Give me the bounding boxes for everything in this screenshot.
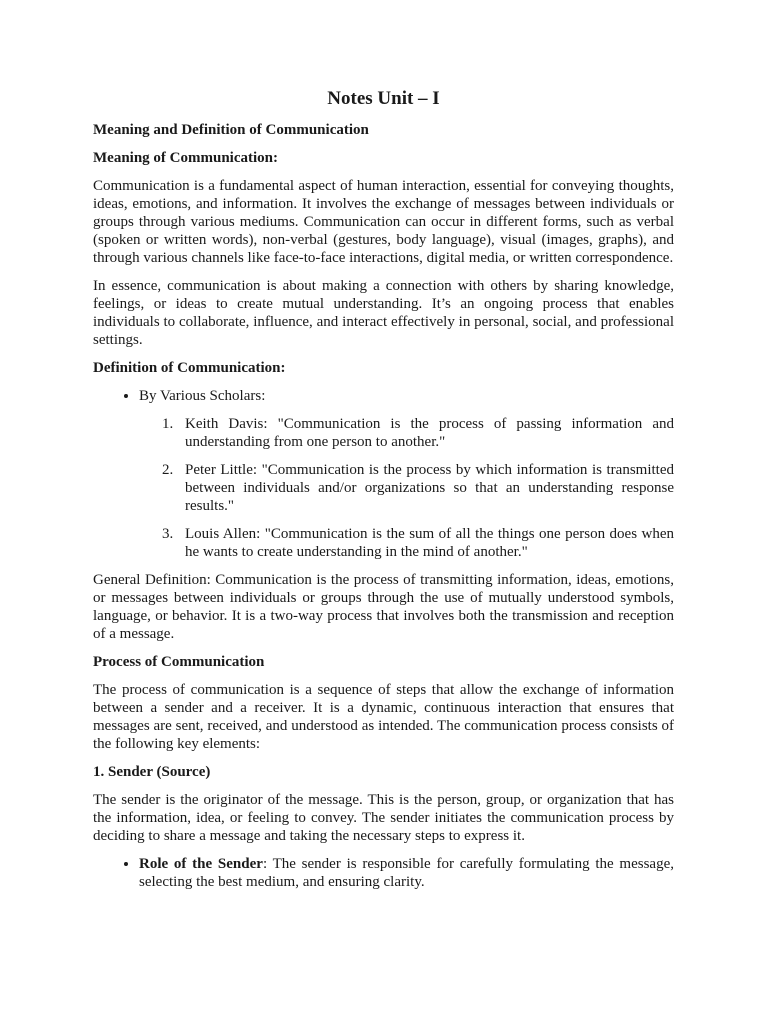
definition-heading: Definition of Communication: [93,360,286,376]
scholar-definition: Keith Davis: "Communication is the process of passing information and understanding from one person to another." [185,416,674,450]
list-number: 3. [162,526,174,542]
section-heading-meaning-definition: Meaning and Definition of Communication [93,122,369,138]
sender-heading: 1. Sender (Source) [93,764,211,780]
process-paragraph: The process of communication is a sequence of steps that allow the exchange of information between a sender and a receiver. It is a dynamic, continuous interaction that ensures that messages are sent, received, and understood as intended. The communication process consists of the following key elements: [93,682,674,752]
list-item [139,855,674,891]
scholar-definition: Peter Little: "Communication is the process by which information is transmitted between individuals and/or organizations so that an understanding response results." [185,462,674,514]
scholars-label: By Various Scholars: [139,388,266,404]
sender-bullet-list [93,855,674,891]
sender-role-text: : The sender is responsible for carefully formulating the message, selecting the best medium, and ensuring clarity. [139,856,674,890]
scholars-bullet-list [93,387,674,405]
scholars-numbered-list [93,415,674,561]
list-item [162,525,674,561]
page-title: Notes Unit – I [327,88,440,109]
list-number: 2. [162,462,174,478]
list-item [162,461,674,515]
list-item [139,387,674,405]
sender-paragraph: The sender is the originator of the message. This is the person, group, or organization that has the information, idea, or feeling to convey. The sender initiates the communication process by deciding to share a message and taking the necessary steps to express it. [93,792,674,844]
scholar-definition: Louis Allen: "Communication is the sum of all the things one person does when he wants to create understanding in the mind of another." [185,526,674,560]
meaning-paragraph-1: Communication is a fundamental aspect of human interaction, essential for conveying thoughts, ideas, emotions, and information. It involves the exchange of messages between individuals or groups through various mediums. Communication can occur in different forms, such as verbal (spoken or written words), non-verbal (gestures, body language), visual (images, graphs), and through various channels like face-to-face interactions, digital media, or written correspondence. [93,178,674,266]
meaning-heading: Meaning of Communication: [93,150,278,166]
meaning-paragraph-2: In essence, communication is about making a connection with others by sharing knowledge, feelings, or ideas to create mutual understanding. It’s an ongoing process that enables individuals to collaborate, influence, and interact effectively in personal, social, and professional settings. [93,278,674,348]
list-number: 1. [162,416,174,432]
process-heading: Process of Communication [93,654,265,670]
list-item [162,415,674,451]
sender-role-label: Role of the Sender [139,856,263,872]
document-page [93,86,674,901]
general-definition-paragraph: General Definition: Communication is the process of transmitting information, ideas, emotions, or messages between individuals or groups through the use of mutually understood symbols, language, or behavior. It is a two-way process that involves both the transmission and reception of a message. [93,572,674,642]
